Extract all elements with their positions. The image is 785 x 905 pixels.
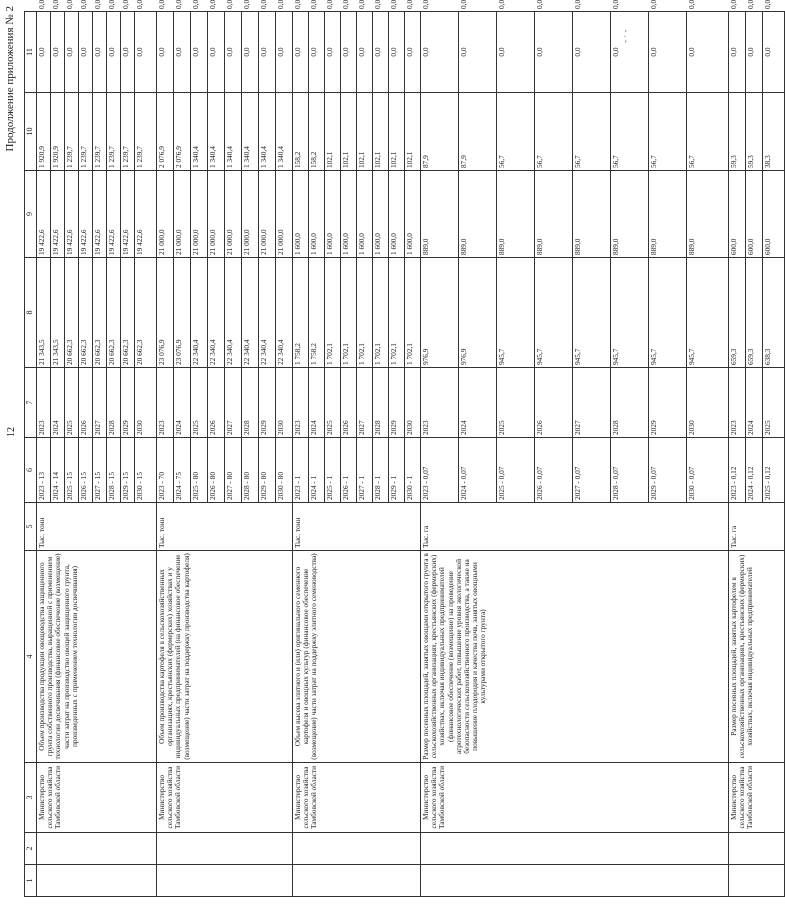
column-number: 5 <box>25 503 37 551</box>
table-row: 2026 - 80 2026 22 340,4 21 000,0 1 340,4 0,0 0,0 <box>208 12 225 897</box>
value-cell: 2027 <box>225 368 242 438</box>
value-cell: 21 000,0 <box>242 171 259 258</box>
value-cell: 59,3 <box>746 93 763 171</box>
value-cell: 0,0 <box>649 12 687 93</box>
value-cell: 659,3 <box>729 258 746 368</box>
value-cell: 2026 <box>535 368 573 438</box>
value-cell: 1 920,9 <box>51 93 65 171</box>
indicator-cell: Размер посевных площадей, занятых картофелем в сельскохозяйственных организациях, крестьянских (фермерских) хозяйствах, включая индивидуальных предпринимателей <box>729 551 785 763</box>
value-cell: 20 662,3 <box>121 258 135 368</box>
value-cell: 21 000,0 <box>157 171 174 258</box>
table-row: 2026 - 0,07 2026 945,7 889,0 56,7 0,0 0,0 <box>535 12 573 897</box>
value-cell: 600,0 <box>763 171 785 258</box>
value-cell: 2025 - 1 <box>325 438 341 503</box>
column-number: 8 <box>25 258 37 368</box>
value-cell: 638,3 <box>763 258 785 368</box>
column-number: 10 <box>25 93 37 171</box>
value-cell: 0,0 <box>93 12 107 93</box>
value-cell: 20 662,3 <box>135 258 157 368</box>
table-row: 2027 - 80 2027 22 340,4 21 000,0 1 340,4 0,0 0,0 <box>225 12 242 897</box>
value-cell: 2026 - 80 <box>208 438 225 503</box>
value-cell: 0,0 <box>459 12 497 93</box>
table-row: 2027 - 0,07 2027 945,7 889,0 56,7 0,0 0,0 <box>573 12 611 897</box>
value-cell: 945,7 <box>649 258 687 368</box>
value-cell: 0,0 <box>225 12 242 93</box>
value-cell: 19 422,6 <box>65 171 79 258</box>
value-cell: 102,1 <box>389 93 405 171</box>
value-cell: 2030 - 0,07 <box>687 438 729 503</box>
value-cell: 1 340,4 <box>225 93 242 171</box>
value-cell: 2027 <box>93 368 107 438</box>
agency-cell: Министерство сельского хозяйства Тамбовской области <box>157 763 293 833</box>
table-row: 2025 - 0,07 2025 945,7 889,0 56,7 0,0 0,0 <box>497 12 535 897</box>
value-cell: 2025 - 0,07 <box>497 438 535 503</box>
header-row <box>25 12 37 897</box>
value-cell: 1 239,7 <box>135 93 157 171</box>
value-cell: 2026 <box>341 368 357 438</box>
value-cell: 976,9 <box>459 258 497 368</box>
value-cell: 945,7 <box>687 258 729 368</box>
value-cell: 2024 <box>51 368 65 438</box>
value-cell: 38,3 <box>763 93 785 171</box>
value-cell: 889,0 <box>573 171 611 258</box>
value-cell: 2026 - 0,07 <box>535 438 573 503</box>
value-cell: 2023 <box>293 368 309 438</box>
column-number: 9 <box>25 171 37 258</box>
value-cell: 22 340,4 <box>191 258 208 368</box>
table-row: 2030 - 80 2030 22 340,4 21 000,0 1 340,4 0,0 0,0 <box>276 12 293 897</box>
column-number: 3 <box>25 763 37 833</box>
value-cell: 21 343,5 <box>37 258 51 368</box>
table-row: 2025 - 15 2025 20 662,3 19 422,6 1 239,7 0,0 0,0 <box>65 12 79 897</box>
value-cell: 0,0 <box>121 12 135 93</box>
value-cell: 56,7 <box>573 93 611 171</box>
value-cell: 2024 - 0,12 <box>746 438 763 503</box>
value-cell: 2028 <box>107 368 121 438</box>
value-cell: 1 600,0 <box>309 171 325 258</box>
value-cell: 22 340,4 <box>259 258 276 368</box>
value-cell: 19 422,6 <box>121 171 135 258</box>
table-row: 2024 - 0,07 2024 976,9 889,0 87,9 0,0 0,0 <box>459 12 497 897</box>
unit-cell: Тыс. тонн <box>293 503 421 551</box>
value-cell: 59,3 <box>729 93 746 171</box>
agency-cell: Министерство сельского хозяйства Тамбовской области <box>293 763 421 833</box>
value-cell: 21 000,0 <box>174 171 191 258</box>
value-cell: 2026 <box>79 368 93 438</box>
value-cell: 21 343,5 <box>51 258 65 368</box>
value-cell: 0,0 <box>157 12 174 93</box>
value-cell: 23 076,9 <box>157 258 174 368</box>
unit-cell: Тыс. тонн <box>157 503 293 551</box>
value-cell: 0,0 <box>421 12 459 93</box>
value-cell: 2027 - 0,07 <box>573 438 611 503</box>
value-cell: 21 000,0 <box>208 171 225 258</box>
value-cell: 600,0 <box>746 171 763 258</box>
value-cell: 2024 - 75 <box>174 438 191 503</box>
program-table <box>24 0 785 897</box>
value-cell: 0,0 <box>405 12 421 93</box>
value-cell: 87,9 <box>421 93 459 171</box>
row-number-cell <box>37 865 157 897</box>
value-cell: 102,1 <box>373 93 389 171</box>
subitem-cell <box>37 833 157 865</box>
value-cell: 2028 - 80 <box>242 438 259 503</box>
value-cell: 659,3 <box>746 258 763 368</box>
row-number-cell <box>157 865 293 897</box>
table-row: 2024 - 1 2024 1 758,2 1 600,0 158,2 0,0 0,0 <box>309 12 325 897</box>
value-cell: 2028 - 1 <box>373 438 389 503</box>
value-cell: 1 600,0 <box>389 171 405 258</box>
value-cell: 0,0 <box>573 12 611 93</box>
indicator-cell: Объем производства картофеля в сельскохозяйственных организациях, крестьянских (фермерских) хозяйствах и у индивидуальных предпринимателей (на финансовое обеспечение (возмещение) части затрат на поддержку производства картофеля) <box>157 551 293 763</box>
value-cell: 2023 <box>37 368 51 438</box>
value-cell: 2030 <box>276 368 293 438</box>
table-row: 2026 - 1 2026 1 702,1 1 600,0 102,1 0,0 0,0 <box>341 12 357 897</box>
value-cell: 0,0 <box>611 12 649 93</box>
value-cell: 0,0 <box>37 12 51 93</box>
value-cell: 102,1 <box>341 93 357 171</box>
value-cell: 23 076,9 <box>174 258 191 368</box>
value-cell: 19 422,6 <box>51 171 65 258</box>
value-cell: 2023 - 13 <box>37 438 51 503</box>
column-number: 7 <box>25 368 37 438</box>
value-cell: 102,1 <box>357 93 373 171</box>
table-row: 2024 - 75 2024 23 076,9 21 000,0 2 076,9 0,0 0,0 <box>174 12 191 897</box>
value-cell: 2 076,9 <box>157 93 174 171</box>
scan-mark: - · - <box>620 29 630 43</box>
value-cell: 1 239,7 <box>93 93 107 171</box>
unit-cell: Тыс. га <box>421 503 729 551</box>
unit-cell: Тыс. тонн <box>37 503 157 551</box>
value-cell: 1 702,1 <box>341 258 357 368</box>
value-cell: 1 702,1 <box>373 258 389 368</box>
value-cell: 2024 - 14 <box>51 438 65 503</box>
table-row: 2024 - 0,12 2024 659,3 600,0 59,3 0,0 0,0 <box>746 12 763 897</box>
value-cell: 1 758,2 <box>293 258 309 368</box>
value-cell: 2024 <box>309 368 325 438</box>
unit-cell: Тыс. га <box>729 503 785 551</box>
value-cell: 889,0 <box>611 171 649 258</box>
value-cell: 1 702,1 <box>357 258 373 368</box>
table-row: 2029 - 1 2029 1 702,1 1 600,0 102,1 0,0 0,0 <box>389 12 405 897</box>
value-cell: 56,7 <box>535 93 573 171</box>
value-cell: 2025 <box>65 368 79 438</box>
table-row: Министерство сельского хозяйства Тамбовской области Объем высева элитного и (или) оригинального семенного картофеля и овощных культур (финансовое обеспечение (возмещение) части затрат на поддержку элитного семеноводства) Тыс. тонн 2023 - 1 2023 1 758,2 1 600,0 158,2 0,0 0,0 <box>293 12 309 897</box>
value-cell: 0,0 <box>293 12 309 93</box>
value-cell: 158,2 <box>309 93 325 171</box>
table-row: Министерство сельского хозяйства Тамбовской области Размер посевных площадей, занятых картофелем в сельскохозяйственных организациях, крестьянских (фермерских) хозяйствах, включая индивидуальных предпринимателей Тыс. га 2023 - 0,12 2023 659,3 600,0 59,3 0,0 0,0 <box>729 12 746 897</box>
value-cell: 2025 <box>325 368 341 438</box>
value-cell: 0,0 <box>373 12 389 93</box>
value-cell: 2023 <box>157 368 174 438</box>
value-cell: 976,9 <box>421 258 459 368</box>
table-row: 2024 - 14 2024 21 343,5 19 422,6 1 920,9 0,0 0,0 <box>51 12 65 897</box>
value-cell: 158,2 <box>293 93 309 171</box>
table-row: 2026 - 15 2026 20 662,3 19 422,6 1 239,7 0,0 0,0 <box>79 12 93 897</box>
value-cell: 2023 - 1 <box>293 438 309 503</box>
value-cell: 889,0 <box>687 171 729 258</box>
value-cell: 102,1 <box>325 93 341 171</box>
value-cell: 0,0 <box>341 12 357 93</box>
value-cell: 0,0 <box>276 12 293 93</box>
agency-cell: Министерство сельского хозяйства Тамбовской области <box>729 763 785 833</box>
value-cell: 2029 <box>649 368 687 438</box>
value-cell: 0,0 <box>687 12 729 93</box>
subitem-cell <box>157 833 293 865</box>
value-cell: 0,0 <box>746 12 763 93</box>
value-cell: 20 662,3 <box>93 258 107 368</box>
value-cell: 889,0 <box>649 171 687 258</box>
value-cell: 2028 <box>242 368 259 438</box>
value-cell: 56,7 <box>687 93 729 171</box>
value-cell: 0,0 <box>729 12 746 93</box>
value-cell: 2029 - 15 <box>121 438 135 503</box>
value-cell: 2026 - 15 <box>79 438 93 503</box>
indicator-cell: Объем высева элитного и (или) оригинального семенного картофеля и овощных культур (финансовое обеспечение (возмещение) части затрат на поддержку элитного семеноводства) <box>293 551 421 763</box>
value-cell: 2024 <box>746 368 763 438</box>
row-number-cell <box>293 865 421 897</box>
value-cell: 1 239,7 <box>107 93 121 171</box>
page-number: 12 <box>6 427 17 437</box>
value-cell: 600,0 <box>729 171 746 258</box>
value-cell: 889,0 <box>535 171 573 258</box>
value-cell: 2029 - 0,07 <box>649 438 687 503</box>
value-cell: 21 000,0 <box>259 171 276 258</box>
value-cell: 2027 - 1 <box>357 438 373 503</box>
value-cell: 889,0 <box>421 171 459 258</box>
value-cell: 2024 <box>174 368 191 438</box>
value-cell: 0,0 <box>535 12 573 93</box>
value-cell: 2030 <box>405 368 421 438</box>
value-cell: 1 239,7 <box>121 93 135 171</box>
value-cell: 2029 <box>121 368 135 438</box>
value-cell: 2025 - 0,12 <box>763 438 785 503</box>
value-cell: 1 600,0 <box>357 171 373 258</box>
value-cell: 0,0 <box>51 12 65 93</box>
value-cell: 1 600,0 <box>405 171 421 258</box>
value-cell: 2028 <box>373 368 389 438</box>
value-cell: 0,0 <box>357 12 373 93</box>
value-cell: 0,0 <box>259 12 276 93</box>
value-cell: 2027 - 15 <box>93 438 107 503</box>
value-cell: 2025 <box>497 368 535 438</box>
value-cell: 0,0 <box>309 12 325 93</box>
value-cell: 0,0 <box>174 12 191 93</box>
value-cell: 20 662,3 <box>107 258 121 368</box>
value-cell: 22 340,4 <box>242 258 259 368</box>
table-row: 2028 - 1 2028 1 702,1 1 600,0 102,1 0,0 0,0 <box>373 12 389 897</box>
subitem-cell <box>293 833 421 865</box>
value-cell: 2025 - 15 <box>65 438 79 503</box>
value-cell: 1 758,2 <box>309 258 325 368</box>
value-cell: 2028 - 0,07 <box>611 438 649 503</box>
value-cell: 0,0 <box>191 12 208 93</box>
value-cell: 2030 - 1 <box>405 438 421 503</box>
indicator-cell: Объем производства продукции овощеводства защищенного грунта собственного производства, выращенной с применением технологии досвечивания (финансовое обеспечение (возмещение) части затрат на производство овощей защищенного грунта, произведенных с применением технологии досвечивания) <box>37 551 157 763</box>
value-cell: 2027 - 80 <box>225 438 242 503</box>
value-cell: 1 600,0 <box>373 171 389 258</box>
value-cell: 2029 - 80 <box>259 438 276 503</box>
value-cell: 0,0 <box>208 12 225 93</box>
value-cell: 19 422,6 <box>93 171 107 258</box>
table-row: 2025 - 0,12 2025 638,3 600,0 38,3 0,0 0,0 <box>763 12 785 897</box>
value-cell: 1 340,4 <box>259 93 276 171</box>
value-cell: 2029 - 1 <box>389 438 405 503</box>
column-number: 11 <box>25 12 37 93</box>
value-cell: 2029 <box>389 368 405 438</box>
value-cell: 2 076,9 <box>174 93 191 171</box>
value-cell: 19 422,6 <box>37 171 51 258</box>
row-number-cell <box>421 865 729 897</box>
table-row: 2025 - 80 2025 22 340,4 21 000,0 1 340,4 0,0 0,0 <box>191 12 208 897</box>
value-cell: 0,0 <box>389 12 405 93</box>
value-cell: 2029 <box>259 368 276 438</box>
value-cell: 2023 - 0,12 <box>729 438 746 503</box>
value-cell: 2023 - 70 <box>157 438 174 503</box>
value-cell: 945,7 <box>535 258 573 368</box>
table-row: 2030 - 15 2030 20 662,3 19 422,6 1 239,7 0,0 0,0 <box>135 12 157 897</box>
value-cell: 1 340,4 <box>276 93 293 171</box>
table-row: 2030 - 0,07 2030 945,7 889,0 56,7 0,0 0,0 <box>687 12 729 897</box>
value-cell: 889,0 <box>497 171 535 258</box>
value-cell: 0,0 <box>325 12 341 93</box>
table-row: 2029 - 0,07 2029 945,7 889,0 56,7 0,0 0,0 <box>649 12 687 897</box>
value-cell: 2026 - 1 <box>341 438 357 503</box>
value-cell: 1 702,1 <box>325 258 341 368</box>
table-row: 2028 - 15 2028 20 662,3 19 422,6 1 239,7 0,0 0,0 <box>107 12 121 897</box>
value-cell: 2027 <box>357 368 373 438</box>
value-cell: 56,7 <box>497 93 535 171</box>
column-number: 1 <box>25 865 37 897</box>
value-cell: 1 239,7 <box>65 93 79 171</box>
indicator-cell: Размер посевных площадей, занятых овощами открытого грунта в сельскохозяйственных организациях, крестьянских (фермерских) хозяйствах, включая индивидуальных предпринимателей (финансовое обеспечение (возмещение) на проведение агротехнологических работ, повышение уровня экологической безопасности сельскохозяйственного производства, а также на повышение плодородия и качества почв, занятых овощными культурами открытого грунта) <box>421 551 729 763</box>
value-cell: 56,7 <box>649 93 687 171</box>
value-cell: 1 600,0 <box>325 171 341 258</box>
table-row: 2029 - 15 2029 20 662,3 19 422,6 1 239,7 0,0 0,0 <box>121 12 135 897</box>
value-cell: 19 422,6 <box>107 171 121 258</box>
value-cell: 2025 <box>191 368 208 438</box>
table-row: Министерство сельского хозяйства Тамбовской области Объем производства картофеля в сельскохозяйственных организациях, крестьянских (фермерских) хозяйствах и у индивидуальных предпринимателей (на финансовое обеспечение (возмещение) части затрат на поддержку производства картофеля) Тыс. тонн 2023 - 70 2023 23 076,9 21 000,0 2 076,9 0,0 0,0 <box>157 12 174 897</box>
table-row: 2030 - 1 2030 1 702,1 1 600,0 102,1 0,0 0,0 <box>405 12 421 897</box>
agency-cell: Министерство сельского хозяйства Тамбовской области <box>37 763 157 833</box>
table-row: 2028 - 0,07 2028 945,7 889,0 56,7 0,0 0,0 <box>611 12 649 897</box>
value-cell: 1 340,4 <box>191 93 208 171</box>
row-number-cell <box>729 865 785 897</box>
table-row: Министерство сельского хозяйства Тамбовской области Размер посевных площадей, занятых овощами открытого грунта в сельскохозяйственных организациях, крестьянских (фермерских) хозяйствах, включая индивидуальных предпринимателей (финансовое обеспечение (возмещение) на проведение агротехнологических работ, повышение уровня экологической безопасности сельскохозяйственного производства, а также на повышение плодородия и качества почв, занятых овощными культурами открытого грунта) Тыс. га 2023 - 0,07 2023 976,9 889,0 87,9 0,0 0,0 <box>421 12 459 897</box>
table-row: 2028 - 80 2028 22 340,4 21 000,0 1 340,4 0,0 0,0 <box>242 12 259 897</box>
column-number: 2 <box>25 833 37 865</box>
table-row: 2029 - 80 2029 22 340,4 21 000,0 1 340,4 0,0 0,0 <box>259 12 276 897</box>
value-cell: 0,0 <box>135 12 157 93</box>
value-cell: 2027 <box>573 368 611 438</box>
value-cell: 0,0 <box>79 12 93 93</box>
value-cell: 2030 - 15 <box>135 438 157 503</box>
value-cell: 2024 - 1 <box>309 438 325 503</box>
value-cell: 889,0 <box>459 171 497 258</box>
value-cell: 87,9 <box>459 93 497 171</box>
value-cell: 22 340,4 <box>276 258 293 368</box>
value-cell: 2030 <box>687 368 729 438</box>
value-cell: 1 702,1 <box>389 258 405 368</box>
value-cell: 0,0 <box>242 12 259 93</box>
value-cell: 2024 <box>459 368 497 438</box>
value-cell: 1 920,9 <box>37 93 51 171</box>
value-cell: 2023 <box>421 368 459 438</box>
subitem-cell <box>729 833 785 865</box>
value-cell: 0,0 <box>107 12 121 93</box>
table-row: 2027 - 1 2027 1 702,1 1 600,0 102,1 0,0 0,0 <box>357 12 373 897</box>
value-cell: 1 340,4 <box>208 93 225 171</box>
value-cell: 21 000,0 <box>191 171 208 258</box>
value-cell: 102,1 <box>405 93 421 171</box>
value-cell: 945,7 <box>573 258 611 368</box>
value-cell: 1 600,0 <box>293 171 309 258</box>
value-cell: 1 600,0 <box>341 171 357 258</box>
value-cell: 945,7 <box>611 258 649 368</box>
value-cell: 1 340,4 <box>242 93 259 171</box>
value-cell: 2023 - 0,07 <box>421 438 459 503</box>
value-cell: 2025 - 80 <box>191 438 208 503</box>
value-cell: 21 000,0 <box>225 171 242 258</box>
value-cell: 21 000,0 <box>276 171 293 258</box>
table-row: 2027 - 15 2027 20 662,3 19 422,6 1 239,7 0,0 0,0 <box>93 12 107 897</box>
value-cell: 0,0 <box>763 12 785 93</box>
agency-cell: Министерство сельского хозяйства Тамбовской области <box>421 763 729 833</box>
value-cell: 1 239,7 <box>79 93 93 171</box>
table-row: Министерство сельского хозяйства Тамбовской области Объем производства продукции овощеводства защищенного грунта собственного производства, выращенной с применением технологии досвечивания (финансовое обеспечение (возмещение) части затрат на производство овощей защищенного грунта, произведенных с применением технологии досвечивания) Тыс. тонн 2023 - 13 2023 21 343,5 19 422,6 1 920,9 0,0 0,0 <box>37 12 51 897</box>
column-number: 4 <box>25 551 37 763</box>
value-cell: 20 662,3 <box>79 258 93 368</box>
value-cell: 19 422,6 <box>135 171 157 258</box>
value-cell: 2030 - 80 <box>276 438 293 503</box>
value-cell: 19 422,6 <box>79 171 93 258</box>
value-cell: 2024 - 0,07 <box>459 438 497 503</box>
value-cell: 945,7 <box>497 258 535 368</box>
value-cell: 2028 - 15 <box>107 438 121 503</box>
column-number: 6 <box>25 438 37 503</box>
value-cell: 2028 <box>611 368 649 438</box>
value-cell: 22 340,4 <box>225 258 242 368</box>
value-cell: 2030 <box>135 368 157 438</box>
value-cell: 20 662,3 <box>65 258 79 368</box>
subitem-cell <box>421 833 729 865</box>
value-cell: 56,7 <box>611 93 649 171</box>
value-cell: 0,0 <box>65 12 79 93</box>
value-cell: 2026 <box>208 368 225 438</box>
value-cell: 22 340,4 <box>208 258 225 368</box>
table-row: 2025 - 1 2025 1 702,1 1 600,0 102,1 0,0 0,0 <box>325 12 341 897</box>
value-cell: 1 702,1 <box>405 258 421 368</box>
value-cell: 2023 <box>729 368 746 438</box>
value-cell: 2025 <box>763 368 785 438</box>
annex-title: Продолжение приложения № 2 <box>4 6 16 152</box>
value-cell: 0,0 <box>497 12 535 93</box>
